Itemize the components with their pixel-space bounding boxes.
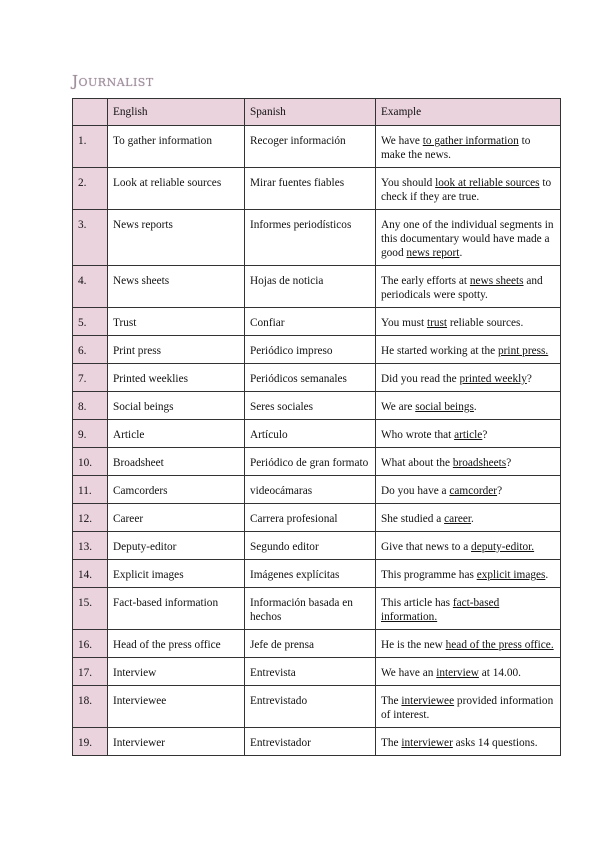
spanish-term: Entrevista [245,658,376,686]
highlighted-term: to gather information [422,135,519,147]
example-sentence [376,560,561,588]
example-sentence [376,392,561,420]
row-number: 15. [73,588,108,630]
highlighted-term: deputy-editor. [471,541,535,553]
highlighted-term: trust [426,317,448,329]
example-sentence [376,686,561,728]
row-number: 16. [73,630,108,658]
vocabulary-table [72,98,561,756]
row-number: 18. [73,686,108,728]
example-text: Who wrote that [381,429,455,441]
example-text: The [381,695,402,707]
table-row [73,336,561,364]
example-sentence [376,364,561,392]
example-text: reliable sources. [447,317,524,329]
english-term: Trust [108,308,245,336]
table-row [73,476,561,504]
row-number: 9. [73,420,108,448]
table-row [73,532,561,560]
example-sentence [376,336,561,364]
table-row [73,364,561,392]
table-row [73,658,561,686]
english-term: Deputy-editor [108,532,245,560]
spanish-term: Periódico impreso [245,336,376,364]
example-text: What about the [381,457,453,469]
row-number: 1. [73,126,108,168]
header-example: Example [376,99,561,126]
example-text: and periodicals were spotty. [381,275,543,301]
spanish-term: Entrevistador [245,728,376,756]
spanish-term: Seres sociales [245,392,376,420]
row-number: 10. [73,448,108,476]
example-sentence [376,504,561,532]
spanish-term: Carrera profesional [245,504,376,532]
table-row [73,392,561,420]
english-term: Print press [108,336,245,364]
highlighted-term: news report [406,247,460,259]
example-text: He started working at the [381,345,499,357]
row-number: 5. [73,308,108,336]
spanish-term: Jefe de prensa [245,630,376,658]
table-row [73,210,561,266]
row-number: 13. [73,532,108,560]
english-term: Career [108,504,245,532]
spanish-term: Hojas de noticia [245,266,376,308]
highlighted-term: broadsheets [452,457,507,469]
row-number: 11. [73,476,108,504]
table-row [73,630,561,658]
example-text: ? [506,457,512,469]
example-text: . [471,513,474,525]
example-sentence [376,308,561,336]
english-term: To gather information [108,126,245,168]
example-sentence [376,210,561,266]
row-number: 19. [73,728,108,756]
table-row [73,728,561,756]
page-title: Journalist [72,72,154,90]
highlighted-term: interview [436,667,479,679]
example-text: at 14.00. [478,667,521,679]
example-text: We have an [381,667,437,679]
highlighted-term: look at reliable sources [435,177,540,189]
header-english: English [108,99,245,126]
table-row [73,448,561,476]
table-header-row [73,99,561,126]
table-row [73,588,561,630]
example-sentence [376,126,561,168]
spanish-term: Segundo editor [245,532,376,560]
spanish-term: Entrevistado [245,686,376,728]
example-text: to check if they are true. [381,177,552,203]
example-text: provided information of interest. [381,695,554,721]
header-number [73,99,108,126]
row-number: 8. [73,392,108,420]
english-term: Article [108,420,245,448]
english-term: News sheets [108,266,245,308]
example-text: He is the new [381,639,446,651]
english-term: News reports [108,210,245,266]
example-sentence [376,476,561,504]
example-text: . [459,247,463,259]
highlighted-term: printed weekly [459,373,527,385]
example-text: The early efforts at [381,275,470,287]
example-text: We are [381,401,416,413]
table-row [73,308,561,336]
row-number: 3. [73,210,108,266]
example-text: We have [381,135,423,147]
spanish-term: Confiar [245,308,376,336]
english-term: Head of the press office [108,630,245,658]
spanish-term: Periódicos semanales [245,364,376,392]
example-text: Give that news to a [381,541,472,553]
table-row [73,126,561,168]
row-number: 14. [73,560,108,588]
spanish-term: Artículo [245,420,376,448]
row-number: 6. [73,336,108,364]
example-sentence [376,266,561,308]
example-text: asks 14 questions. [452,737,538,749]
example-text: ? [526,373,532,385]
example-text: She studied a [381,513,445,525]
example-sentence [376,658,561,686]
example-sentence [376,168,561,210]
example-text: Do you have a [381,485,450,497]
highlighted-term: interviewer [401,737,453,749]
example-text: to make the news. [381,135,531,161]
row-number: 4. [73,266,108,308]
spanish-term: Imágenes explícitas [245,560,376,588]
table-row [73,560,561,588]
table-row [73,504,561,532]
highlighted-term: news sheets [469,275,524,287]
example-text: The [381,737,402,749]
example-sentence [376,728,561,756]
row-number: 12. [73,504,108,532]
example-text: This programme has [381,569,477,581]
english-term: Broadsheet [108,448,245,476]
row-number: 17. [73,658,108,686]
table-row [73,168,561,210]
english-term: Fact-based information [108,588,245,630]
example-text: You must [381,317,427,329]
highlighted-term: fact-based information. [381,597,500,623]
english-term: Camcorders [108,476,245,504]
spanish-term: Periódico de gran formato [245,448,376,476]
english-term: Explicit images [108,560,245,588]
english-term: Look at reliable sources [108,168,245,210]
example-text: You should [381,177,436,189]
row-number: 7. [73,364,108,392]
example-sentence [376,588,561,630]
example-text: ? [497,485,503,497]
highlighted-term: head of the press office. [445,639,554,651]
example-text: . [545,569,549,581]
spanish-term: Mirar fuentes fiables [245,168,376,210]
spanish-term: Información basada en hechos [245,588,376,630]
highlighted-term: camcorder [449,485,498,497]
header-spanish: Spanish [245,99,376,126]
highlighted-term: interviewee [401,695,455,707]
table-row [73,420,561,448]
example-sentence [376,448,561,476]
row-number: 2. [73,168,108,210]
spanish-term: Recoger información [245,126,376,168]
example-text: Any one of the individual segments in this documentary would have made a good [381,219,554,259]
example-text: . [473,401,477,413]
highlighted-term: print press. [498,345,549,357]
highlighted-term: social beings [415,401,474,413]
example-text: Did you read the [381,373,460,385]
example-sentence [376,532,561,560]
english-term: Printed weeklies [108,364,245,392]
example-text: ? [482,429,488,441]
spanish-term: Informes periodísticos [245,210,376,266]
highlighted-term: explicit images [476,569,546,581]
table-row [73,266,561,308]
example-text: This article has [381,597,453,609]
highlighted-term: career [444,513,472,525]
spanish-term: videocámaras [245,476,376,504]
table-row [73,686,561,728]
english-term: Interview [108,658,245,686]
example-sentence [376,630,561,658]
example-sentence [376,420,561,448]
english-term: Social beings [108,392,245,420]
english-term: Interviewer [108,728,245,756]
english-term: Interviewee [108,686,245,728]
highlighted-term: article [454,429,483,441]
